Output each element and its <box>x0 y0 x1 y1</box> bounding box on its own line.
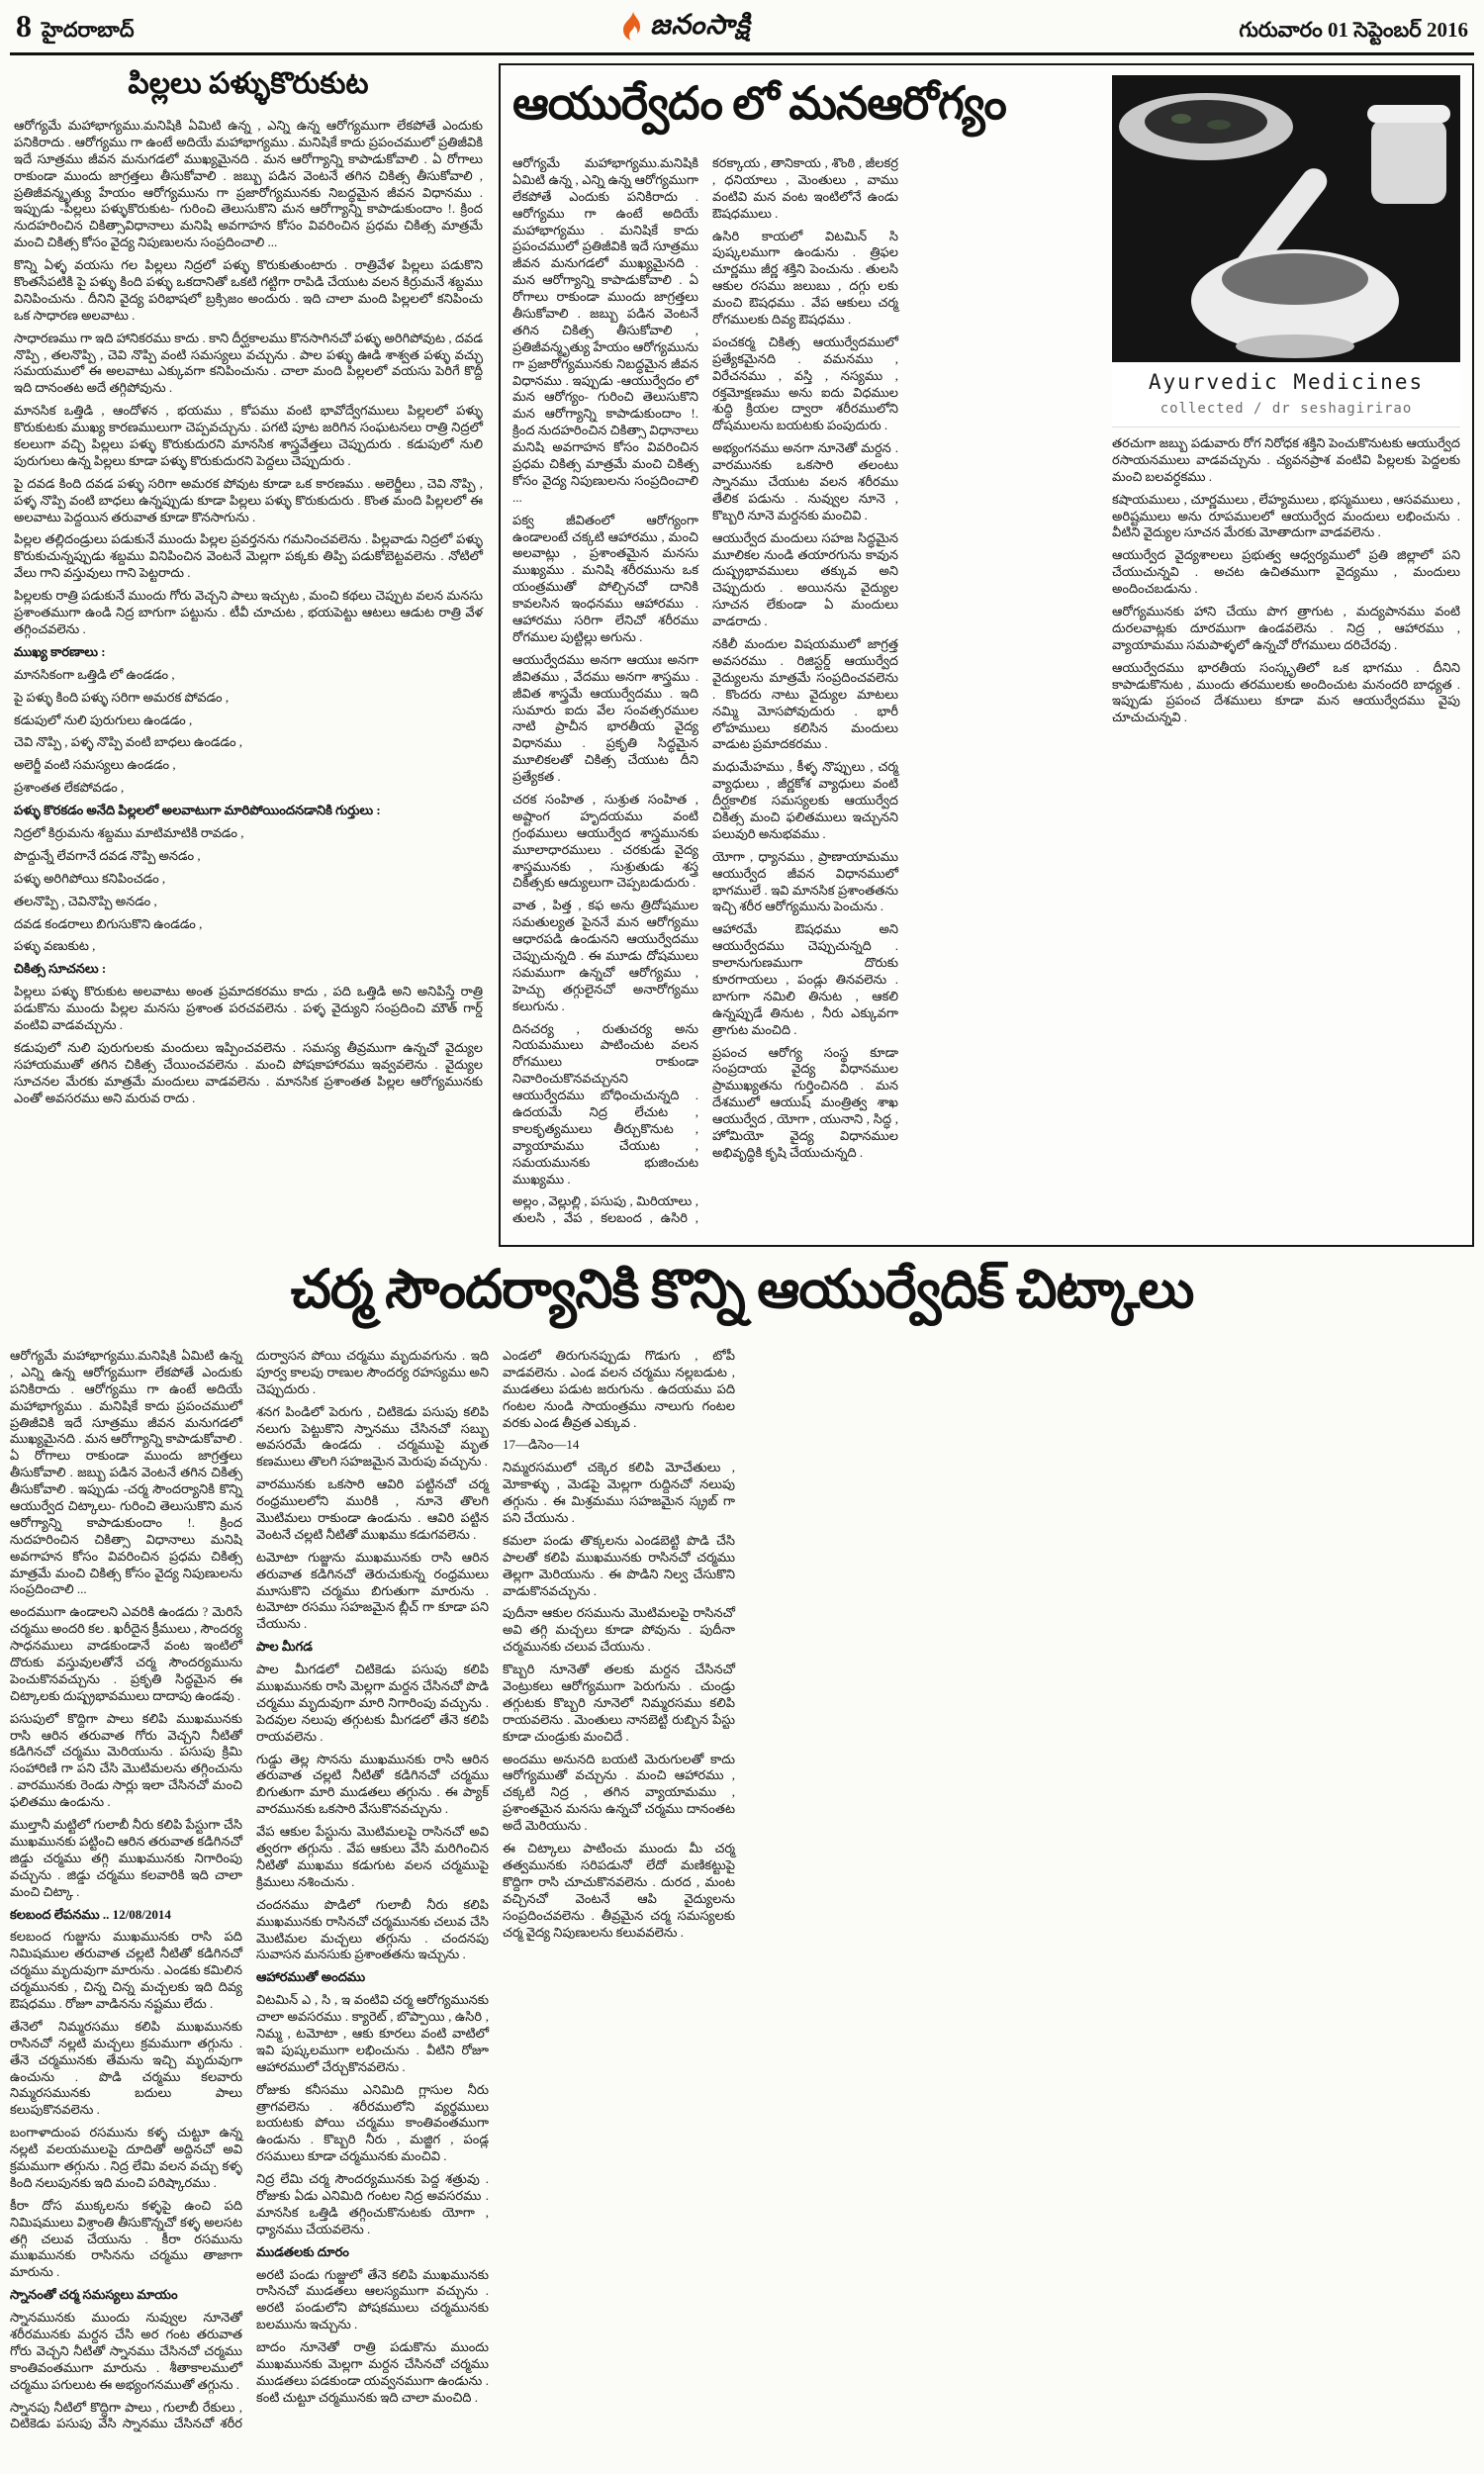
teeth-paragraph: నిద్రలో కిర్రుమను శబ్దము మాటిమాటికి రావడం , <box>14 824 244 840</box>
teeth-paragraph: పై దవడ కింది దవడ పళ్ళు సరిగా అమరక పోవుట కూడా ఒక కారణము . అలెర్జీలు , చెవి నొప్పి , పళ్ళ నొప్పి వంటి బాధలు ఉన్నప్పుడు కూడా పిల్లలు పళ్ళు కొరుకుదురు . కొంత మంది పిల్లలలో ఈ అలవాటు పెద్దయిన తరువాత కూడా కొనసాగును . <box>14 475 483 524</box>
ayurveda-right-column <box>1112 75 1460 1235</box>
ayurveda-paragraph: వాత , పిత్త , కఫ అను త్రిదోషముల సమతుల్యత పైననే మన ఆరోగ్యము ఆధారపడి ఉండునని ఆయుర్వేదము చెప్పుచున్నది . ఈ మూడు దోషములు సమముగా ఉన్నచో ఆరోగ్యము , హెచ్చు తగ్గులైనచో అనారోగ్యము కలుగును . <box>512 898 698 1013</box>
teeth-paragraph: పిల్లల తల్లిదండ్రులు పడుకునే ముందు పిల్లల ప్రవర్తనను గమనించవలెను . పిల్లవాడు నిద్రలో పళ్ళు కొరుకుచున్నప్పుడు శబ్దము వినిపించిన వెంటనే మెల్లగా పక్కకు తిప్పి పడుకోబెట్టవలెను . నోటిలో వేలు గాని వస్తువులు గాని పెట్టరాదు . <box>14 531 483 581</box>
ayurveda-paragraph: నకిలీ మందుల విషయములో జాగ్రత్త అవసరము . రిజిస్టర్డ్ ఆయుర్వేద వైద్యులను మాత్రమే సంప్రదించవలెను . కొందరు నాటు వైద్యుల మాటలు నమ్మి మోసపోవుదురు . భారీ లోహములు కలిసిన మందులు వాడుట ప్రమాదకరము . <box>712 636 898 752</box>
masthead-title: జనంసాక్షి <box>650 10 751 41</box>
teeth-paragraph: మానసిక ఒత్తిడి , ఆందోళన , భయము , కోపము వంటి భావోద్వేగములు పిల్లలలో పళ్ళు కొరుకుటకు ముఖ్య కారణములుగా చెప్పవచ్చును . పగటి పూట జరిగిన సంఘటనలు రాత్రి నిద్రలో కలలుగా వచ్చి పిల్లలు పళ్ళు కొరుకుదురని మానసిక శాస్త్రవేత్తలు చెప్పుదురు . కడుపులో నులి పురుగులు ఉన్న పిల్లలు కూడా పళ్ళు కొరుకుదురని పెద్దలు చెప్పుదురు . <box>14 403 483 468</box>
ayurveda-paragraph: పంచకర్మ చికిత్స ఆయుర్వేదములో ప్రత్యేకమైనది . వమనము , విరేచనము , వస్తి , నస్యము , రక్తమోక్షణము అను ఐదు విధముల శుద్ధి క్రియల ద్వారా శరీరములోని దోషములను బయటకు పంపుదురు . <box>712 333 898 433</box>
header-left <box>16 10 135 48</box>
skin-paragraph: కీరా దోస ముక్కలను కళ్ళపై ఉంచి పది నిమిషములు విశ్రాంతి తీసుకొన్నచో కళ్ళ అలసట తగ్గి చలువ చేయును . కీరా రసమును ముఖమునకు రాసినను చర్మము తాజాగా మారును . <box>10 2197 242 2280</box>
skin-paragraph: గుడ్డు తెల్ల సొనను ముఖమునకు రాసి ఆరిన తరువాత చల్లటి నీటితో కడిగినచో చర్మము బిగుతుగా మారి ముడతలు తగ్గును . ఈ ప్యాక్ వారమునకు ఒకసారి వేసుకొనవచ్చును . <box>256 1751 489 1817</box>
teeth-paragraph: పిల్లలకు రాత్రి పడుకునే ముందు గోరు వెచ్చని పాలు ఇచ్చుట , మంచి కథలు చెప్పుట వలన మనసు ప్రశాంతముగా ఉండి నిద్ర బాగుగా పట్టును . టీవీ చూచుట , భయపెట్టు ఆటలు ఆడుట రాత్రి వేళ తగ్గించవలెను . <box>14 588 483 636</box>
skin-paragraph: స్నానమునకు ముందు నువ్వుల నూనెతో శరీరమునకు మర్దన చేసి అర గంట తరువాత గోరు వెచ్చని నీటితో స్నానము చేసినచో చర్మము కాంతివంతముగా మారును . శీతాకాలములో చర్మము పగులుట ఈ అభ్యంగనముతో తగ్గును . <box>10 2310 242 2392</box>
article-ayurveda-health <box>499 63 1474 1247</box>
skin-paragraph: కొబ్బరి నూనెతో తలకు మర్దన చేసినచో వెంట్రుకలు ఆరోగ్యముగా పెరుగును . చుండ్రు తగ్గుటకు కొబ్బరి నూనెలో నిమ్మరసము కలిపి రాయవలెను . మెంతులు నానబెట్టి రుబ్బిన పేస్టు కూడా చుండ్రుకు మంచిదే . <box>503 1662 735 1744</box>
ayurveda-paragraph: అభ్యంగనము అనగా నూనెతో మర్దన . వారమునకు ఒకసారి తలంటు స్నానము చేయుట వలన శరీరము తేలిక పడును . నువ్వుల నూనె , కొబ్బరి నూనె మర్దనకు మంచివి . <box>712 440 898 523</box>
teeth-paragraph: పళ్ళు కొరకడం అనేది పిల్లలలో అలవాటుగా మారిపోయిందనడానికి గుర్తులు : <box>14 803 381 818</box>
skin-paragraph: తేనెలో నిమ్మరసము కలిపి ముఖమునకు రాసినచో నల్లటి మచ్చలు క్రమముగా తగ్గును . తేనె చర్మమునకు తేమను ఇచ్చి మృదువుగా ఉంచును . పొడి చర్మము కలవారు నిమ్మరసమునకు బదులు పాలు కలుపుకొనవలెను . <box>10 2018 242 2118</box>
ayurveda-paragraph: ఆరోగ్యమే మహాభాగ్యము.మనిషికి ఏమిటి ఉన్న , ఎన్ని ఉన్న ఆరోగ్యముగా లేకపోతే ఎందుకు పనికిరాదు . ఆరోగ్యము గా ఉంటే అదియే మహాభాగ్యము . మనిషికే కాదు ప్రపంచములో ప్రతిజీవికి ఇదే సూత్రము జీవన మనుగడలో ముఖ్యమైనది . మన ఆరోగ్యాన్ని కాపాడుకోవాలి . ఏ రోగాలు రాకుండా ముందు జాగ్రత్తలు తీసుకోవాలి . జబ్బు పడిన వెంటనే తగిన చికిత్స తీసుకోవాలి , ప్రతిజీవన్మృత్యు హేయం ఆరోగ్యమును గా ప్రజారోగ్యమునకు నిబద్ధమైన జీవన విధానము . ఇప్పుడు -ఆయుర్వేదం లో మన ఆరోగ్యం- గురించి తెలుసుకొని మన ఆరోగ్యాన్ని కాపాడుకుందాం !. క్రింద నుదహరించిన చికిత్సా విధానాలు మనిషి అవగాహన కోసం వివరించిన ప్రధమ చికిత్స మాత్రమే మంచి చికిత్స కోసం వైద్య నిపుణులను సంప్రదించాలి ... <box>512 155 698 505</box>
ayurveda-paragraph: ఆయుర్వేద మందులు సహజ సిద్ధమైన మూలికల నుండి తయారగును కావున దుష్ప్రభావములు తక్కువ అని చెప్పుదురు . అయినను వైద్యుల సూచన లేకుండా ఏ మందులు వాడరాదు . <box>712 529 898 629</box>
article-skin-headline: చర్మ సౌందర్యానికి కొన్ని ఆయుర్వేదిక్ చిట్కాలు <box>290 1260 1194 1319</box>
skin-paragraph: కమలా పండు తొక్కలను ఎండబెట్టి పొడి చేసి పాలతో కలిపి ముఖమునకు రాసినచో చర్మము తెల్లగా మెరియును . ఈ పొడిని నిల్వ చేసుకొని వాడుకొనవచ్చును . <box>503 1532 735 1598</box>
ayurveda-text-area <box>512 75 1098 1235</box>
ayurveda-paragraph: ప్రపంచ ఆరోగ్య సంస్థ కూడా సంప్రదాయ వైద్య విధానముల ప్రాముఖ్యతను గుర్తించినది . మన దేశములో ఆయుష్ మంత్రిత్వ శాఖ ఆయుర్వేద , యోగా , యునాని , సిద్ధ , హోమియో వైద్య విధానముల అభివృద్ధికి కృషి చేయుచున్నది . <box>712 1044 898 1160</box>
skin-paragraph: నిమ్మరసములో చక్కెర కలిపి మోచేతులు , మోకాళ్ళు , మెడపై మెల్లగా రుద్దినచో నలుపు తగ్గును . ఈ మిశ్రమము సహజమైన స్క్రబ్ గా పని చేయును . <box>503 1460 735 1526</box>
ayurveda-paragraph: ఆయుర్వేదము భారతీయ సంస్కృతిలో ఒక భాగము . దీనిని కాపాడుకొనుట , ముందు తరములకు అందించుట మనందరి బాధ్యత . ఇప్పుడు ప్రపంచ దేశములు కూడా మన ఆయుర్వేదము వైపు చూచుచున్నవి . <box>1112 659 1460 725</box>
teeth-paragraph: చెవి నొప్పి , పళ్ళ నొప్పి వంటి బాధలు ఉండడం , <box>14 734 243 750</box>
skin-paragraph: వారమునకు ఒకసారి ఆవిరి పట్టినచో చర్మ రంధ్రములలోని మురికి , నూనె తొలగి మొటిమలు రాకుండా ఉండును . ఆవిరి పట్టిన వెంటనే చల్లటి నీటితో ముఖము కడుగవలెను . <box>256 1476 489 1542</box>
ayurveda-paragraph: ఉసిరి కాయలో విటమిన్ సి పుష్కలముగా ఉండును . త్రిఫల చూర్ణము జీర్ణ శక్తిని పెంచును . తులసి ఆకుల రసము జలుబు , దగ్గు లకు మంచి ఔషధము . వేప ఆకులు చర్మ రోగములకు దివ్య ఔషధము . <box>712 228 898 328</box>
teeth-paragraph: ముఖ్య కారణాలు : <box>14 643 106 659</box>
skin-paragraph: అందము అనునది బయటి మెరుగులతో కాదు ఆరోగ్యముతో వచ్చును . మంచి ఆహారము , చక్కటి నిద్ర , తగిన వ్యాయామము , ప్రశాంతమైన మనసు ఉన్నచో చర్మము దానంతట అదే మెరియును . <box>503 1751 735 1834</box>
flame-icon <box>622 12 644 47</box>
teeth-paragraph: ప్రశాంతత లేకపోవడం , <box>14 780 125 796</box>
top-row <box>10 63 1474 1247</box>
article-teeth-body <box>14 118 483 1106</box>
skin-paragraph: ఆహారముతో అందము <box>256 1969 366 1985</box>
skin-paragraph: ఈ చిట్కాలు పాటించు ముందు మీ చర్మ తత్వమునకు సరిపడునో లేదో మణికట్టుపై కొద్దిగా రాసి చూచుకొనవలెను . దురద , మంట వచ్చినచో వెంటనే ఆపి వైద్యులను సంప్రదించవలెను . తీవ్రమైన చర్మ సమస్యలకు చర్మ వైద్య నిపుణులను కలువవలెను . <box>503 1841 735 1940</box>
skin-paragraph: వేప ఆకుల పేస్టును మొటిమలపై రాసినచో అవి త్వరగా తగ్గును . వేప ఆకులు వేసి మరిగించిన నీటితో ముఖము కడుగుట వలన చర్మముపై క్రిములు నశించును . <box>256 1824 489 1889</box>
skin-paragraph: శనగ పిండిలో పెరుగు , చిటికెడు పసుపు కలిపి నలుగు పెట్టుకొని స్నానము చేసినచో సబ్బు అవసరమే ఉండదు . చర్మముపై మృత కణములు తొలగి సహజమైన మెరుపు వచ్చును . <box>256 1403 489 1470</box>
teeth-paragraph: సాధారణము గా ఇది హానికరము కాదు . కాని దీర్ఘకాలము కొనసాగినచో పళ్ళు అరిగిపోవుట , దవడ నొప్పి , తలనొప్పి , చెవి నొప్పి వంటి సమస్యలు వచ్చును . పాల పళ్ళు ఊడి శాశ్వత పళ్ళు వచ్చు సమయములో ఈ అలవాటు ఎక్కువగా కనిపించును . చాలా మంది పిల్లలలో వయసు పెరిగే కొద్దీ ఇది దానంతట అదే తగ్గిపోవును . <box>14 330 483 396</box>
article-ayurveda-headline: ఆయుర్వేదం లో మనఆరోగ్యం <box>512 78 1006 129</box>
skin-paragraph: కలబంద లేపనము .. 12/08/2014 <box>10 1906 171 1922</box>
teeth-paragraph: ఆరోగ్యమే మహాభాగ్యము.మనిషికి ఏమిటి ఉన్న , ఎన్ని ఉన్న ఆరోగ్యముగా లేకపోతే ఎందుకు పనికిరాదు . ఆరోగ్యము గా ఉంటే అదియే మహాభాగ్యము . మనిషికే కాదు ప్రపంచములో ప్రతిజీవికి ఇదే సూత్రము జీవన మనుగడలో ముఖ్యమైనది . మన ఆరోగ్యాన్ని కాపాడుకోవాలి . ఏ రోగాలు రాకుండా ముందు జాగ్రత్తలు తీసుకోవాలి . జబ్బు పడిన వెంటనే తగిన చికిత్స తీసుకోవాలి , ప్రతిజీవన్మృత్యు హేయం ఆరోగ్యమును గా ప్రజారోగ్యమునకు నిబద్ధమైన జీవన విధానము . ఇప్పుడు -పిల్లలు పళ్ళుకొరుకుట- గురించి తెలుసుకొని మన ఆరోగ్యాన్ని కాపాడుకుందాం !. క్రింద నుదహరించిన చికిత్సావిధానాలు మనిషి అవగాహన కోసం వివరించిన ప్రధమ చికిత్స మాత్రమే మంచి చికిత్స కోసం వైద్య నిపుణులను సంప్రదించాలి ... <box>14 118 483 250</box>
skin-paragraph: రోజుకు కనీసము ఎనిమిది గ్లాసుల నీరు త్రాగవలెను . శరీరములోని వ్యర్థములు బయటకు పోయి చర్మము కాంతివంతముగా ఉండును . కొబ్బరి నీరు , మజ్జిగ , పండ్ల రసములు కూడా చర్మమునకు మంచివి . <box>256 2081 489 2164</box>
teeth-paragraph: మానసికంగా ఒత్తిడి లో ఉండడం , <box>14 666 175 682</box>
skin-paragraph: ఎండలో తిరుగునప్పుడు గొడుగు , టోపీ వాడవలెను . ఎండ వలన చర్మము నల్లబడుట , ముడతలు పడుట జరుగును . ఉదయము పది గంటల నుండి సాయంత్రము నాలుగు గంటల వరకు ఎండ తీవ్రత ఎక్కువ . <box>503 1348 735 1430</box>
photo-caption <box>1112 362 1460 428</box>
skin-paragraph: కలబంద గుజ్జును ముఖమునకు రాసి పది నిమిషముల తరువాత చల్లటి నీటితో కడిగినచో చర్మము మృదువుగా మారును . ఎండకు కమిలిన చర్మమునకు , చిన్న చిన్న మచ్చలకు ఇది దివ్య ఔషధము . రోజూ వాడినను నష్టము లేదు . <box>10 1929 242 2011</box>
teeth-paragraph: పిల్లలు పళ్ళు కొరుకుట అలవాటు అంత ప్రమాదకరము కాదు , పది ఒత్తిడి అని అనిపిస్తే రాత్రి పడుకొను ముందు పిల్లల మనసు ప్రశాంత పరచవలెను . పళ్ళ వైద్యుని సంప్రదించి మౌత్ గార్డ్ వంటివి వాడవచ్చును . <box>14 984 483 1032</box>
skin-paragraph: బంగాళాదుంప రసమును కళ్ళ చుట్టూ ఉన్న నల్లటి వలయములపై దూదితో అద్దినచో అవి క్రమముగా తగ్గును . నిద్ర లేమి వలన వచ్చు కళ్ళ కింది నలుపునకు ఇది మంచి పరిష్కారము . <box>10 2125 242 2190</box>
ayurveda-paragraph: ఆయుర్వేద వైద్యశాలలు ప్రభుత్వ ఆధ్వర్యములో ప్రతి జిల్లాలో పని చేయుచున్నవి . అచట ఉచితముగా వైద్యము , మందులు అందించబడును . <box>1112 547 1460 597</box>
skin-paragraph: ముల్తానీ మట్టిలో గులాబీ నీరు కలిపి పేస్టుగా చేసి ముఖమునకు పట్టించి ఆరిన తరువాత కడిగినచో జిడ్డు చర్మము తగ్గి ముఖమునకు నిగారింపు వచ్చును . జిడ్డు చర్మము కలవారికి ఇది చాలా మంచి చిట్కా . <box>10 1817 242 1899</box>
ayurveda-columns <box>512 155 1098 1229</box>
teeth-paragraph: అలెర్జీ వంటి సమస్యలు ఉండడం , <box>14 757 176 773</box>
skin-paragraph: 17—డిసెం—14 <box>503 1437 580 1453</box>
skin-paragraph: టమోటా గుజ్జును ముఖమునకు రాసి ఆరిన తరువాత కడిగినచో తెరుచుకున్న రంధ్రములు మూసుకొని చర్మము బిగుతుగా మారును . టమోటా రసము సహజమైన బ్లీచ్ గా కూడా పని చేయును . <box>256 1549 489 1632</box>
article-teeth-grinding <box>10 63 487 1247</box>
skin-paragraph: పుదీనా ఆకుల రసమును మొటిమలపై రాసినచో అవి తగ్గి మచ్చలు కూడా పోవును . పుదీనా చర్మమునకు చలువ చేయును . <box>503 1605 735 1655</box>
ayurveda-paragraph: కషాయములు , చూర్ణములు , లేహ్యములు , భస్మములు , ఆసవములు , అరిష్టములు అను రూపములలో ఆయుర్వేద మందులు లభించును . వీటిని వైద్యుల సూచన మేరకు మోతాదుగా వాడవలెను . <box>1112 491 1460 540</box>
skin-paragraph: విటమిన్ ఎ , సి , ఇ వంటివి చర్మ ఆరోగ్యమునకు చాలా అవసరము . క్యారెట్ , బొప్పాయి , ఉసిరి , నిమ్మ , టమోటా , ఆకు కూరలు వంటి వాటిలో ఇవి పుష్కలముగా లభించును . వీటిని రోజూ ఆహారములో చేర్చుకొనవలెను . <box>256 1992 489 2074</box>
skin-paragraph: చందనము పొడిలో గులాబీ నీరు కలిపి ముఖమునకు రాసినచో చర్మమునకు చలువ చేసి మొటిమల మచ్చలు తగ్గును . చందనపు సువాసన మనసుకు ప్రశాంతతను ఇచ్చును . <box>256 1896 489 1962</box>
ayurveda-paragraph: మధుమేహము , కీళ్ళ నొప్పులు , చర్మ వ్యాధులు , జీర్ణకోశ వ్యాధులు వంటి దీర్ఘకాలిక సమస్యలకు ఆయుర్వేద చికిత్స మంచి ఫలితములు ఇచ్చునని పలువురి అనుభవము . <box>712 759 898 841</box>
ayurveda-paragraph: పక్వ జీవితంలో ఆరోగ్యంగా ఉండాలంటే చక్కటి ఆహారము , మంచి అలవాట్లు , ప్రశాంతమైన మనసు ముఖ్యము . మనిషి శరీరమును ఒక యంత్రముతో పోల్చినచో దానికి కావలసిన ఇంధనము ఆహారము . ఆహారము సరిగా లేనిచో శరీరము రోగముల పుట్టిల్లు అగును . <box>512 512 698 644</box>
teeth-paragraph: కొన్ని ఏళ్ళ వయసు గల పిల్లలు నిద్రలో పళ్ళు కొరుకుతుంటారు . రాత్రివేళ పిల్లలు పడుకొని కొంతసేపటికి పై పళ్ళు కింది పళ్ళు ఒకదానితో ఒకటి గట్టిగా రాపిడి చేయుట వలన కిర్రుమనే శబ్దము వినిపించును . దీనిని వైద్య పరిభాషలో బ్రక్సిజం అందురు . ఇది చాలా మంది పిల్లలలో కనిపించు ఒక సాధారణ అలవాటు . <box>14 257 483 323</box>
skin-paragraph: నిద్ర లేమి చర్మ సౌందర్యమునకు పెద్ద శత్రువు . రోజుకు ఏడు ఎనిమిది గంటల నిద్ర అవసరము . మానసిక ఒత్తిడి తగ్గించుకొనుటకు యోగా , ధ్యానము చేయవలెను . <box>256 2171 489 2236</box>
ayurveda-paragraph: దినచర్య , రుతుచర్య అను నియమములు పాటించుట వలన రోగములు రాకుండా నివారించుకొనవచ్చునని ఆయుర్వేదము బోధించుచున్నది . ఉదయమే నిద్ర లేచుట , కాలకృత్యములు తీర్చుకొనుట , వ్యాయామము చేయుట , సమయమునకు భుజించుట ముఖ్యము . <box>512 1020 698 1187</box>
teeth-paragraph: చికిత్స సూచనలు : <box>14 961 107 977</box>
teeth-paragraph: పళ్ళు అరిగిపోయి కనిపించడం , <box>14 870 166 886</box>
teeth-paragraph: పళ్ళు వణుకుట , <box>14 938 96 954</box>
teeth-paragraph: కడుపులో నులి పురుగులు ఉండడం , <box>14 712 193 727</box>
ayurvedic-medicines-photo <box>1112 75 1460 428</box>
ayurveda-paragraph: ఆహారమే ఔషధము అని ఆయుర్వేదము చెప్పుచున్నది . కాలానుగుణముగా దొరుకు కూరగాయలు , పండ్లు తినవలెను . బాగుగా నమిలి తినుట , ఆకలి ఉన్నప్పుడే తినుట , నీరు ఎక్కువగా త్రాగుట మంచిది . <box>712 921 898 1037</box>
ayurveda-paragraph: చరక సంహిత , సుశ్రుత సంహిత , అష్టాంగ హృదయము వంటి గ్రంథములు ఆయుర్వేద శాస్త్రమునకు మూలాధారములు . చరకుడు వైద్య శాస్త్రమునకు , సుశ్రుతుడు శస్త్ర చికిత్సకు ఆద్యులుగా చెప్పబడుదురు . <box>512 791 698 891</box>
skin-paragraph: పాల మీగడలో చిటికెడు పసుపు కలిపి ముఖమునకు రాసి మెల్లగా మర్దన చేసినచో పొడి చర్మము మృదువుగా మారి నిగారింపు వచ్చును . పెదవుల నలుపు తగ్గుటకు మీగడలో తేనె కలిపి రాయవలెను . <box>256 1662 489 1744</box>
photo-caption-credit: collected / dr seshagirirao <box>1159 401 1413 417</box>
teeth-paragraph: తలనొప్పి , చెవినొప్పి అనడం , <box>14 893 157 908</box>
skin-paragraph: ఆరోగ్యమే మహాభాగ్యము.మనిషికి ఏమిటి ఉన్న , ఎన్ని ఉన్న ఆరోగ్యముగా లేకపోతే ఎందుకు పనికిరాదు . ఆరోగ్యము గా ఉంటే అదియే మహాభాగ్యము . మనిషికే కాదు ప్రపంచములో ప్రతిజీవికి ఇదే సూత్రము జీవన మనుగడలో ముఖ్యమైనది . మన ఆరోగ్యాన్ని కాపాడుకోవాలి . ఏ రోగాలు రాకుండా ముందు జాగ్రత్తలు తీసుకోవాలి . జబ్బు పడిన వెంటనే తగిన చికిత్స తీసుకోవాలి . ఇప్పుడు -చర్మ సౌందర్యానికి కొన్ని ఆయుర్వేద చిట్కాలు- గురించి తెలుసుకొని మన ఆరోగ్యాన్ని కాపాడుకుందాం !. క్రింద నుదహరించిన చికిత్సా విధానాలు మనిషి అవగాహన కోసం వివరించిన ప్రధమ చికిత్స మాత్రమే మంచి చికిత్స కోసం వైద్య నిపుణులను సంప్రదించాలి ... <box>10 1348 242 1597</box>
skin-paragraph: స్నానంతో చర్మ సమస్యలు మాయం <box>10 2287 178 2303</box>
skin-paragraph: అందముగా ఉండాలని ఎవరికి ఉండదు ? మెరిసే చర్మము అందరి కల . ఖరీదైన క్రీములు , సౌందర్య సాధనములు వాడకుండానే వంట ఇంటిలో దొరుకు వస్తువులతోనే చర్మ సౌందర్యమును పెంచుకొనవచ్చును . ప్రకృతి సిద్ధమైన ఈ చిట్కాలకు దుష్ప్రభావములు దాదాపు ఉండవు . <box>10 1604 242 1703</box>
article-teeth-headline: పిల్లలు పళ్ళుకొరుకుట <box>128 67 369 100</box>
masthead <box>622 10 751 48</box>
ayurveda-paragraph: ఆరోగ్యమునకు హాని చేయు పొగ త్రాగుట , మద్యపానము వంటి దురలవాట్లకు దూరముగా ఉండవలెను . నిద్ర , ఆహారము , వ్యాయామము సమపాళ్ళలో ఉన్నచో రోగములు దరిచేరవు . <box>1112 604 1460 652</box>
photo-caption-title: Ayurvedic Medicines <box>1148 370 1425 394</box>
skin-paragraph: ముడతలకు దూరం <box>256 2243 349 2259</box>
skin-paragraph: అరటి పండు గుజ్జులో తేనె కలిపి ముఖమునకు రాసినచో ముడతలు ఆలస్యముగా వచ్చును . అరటి పండులోని పోషకములు చర్మమునకు బలమును ఇచ్చును . <box>256 2266 489 2332</box>
ayurveda-fourth-column <box>1112 435 1460 1186</box>
ayurveda-paragraph: యోగా , ధ్యానము , ప్రాణాయామము ఆయుర్వేద జీవన విధానములో భాగములే . ఇవి మానసిక ప్రశాంతతను ఇచ్చి శరీర ఆరోగ్యమును పెంచును . <box>712 848 898 914</box>
skin-paragraph: పసుపులో కొద్దిగా పాలు కలిపి ముఖమునకు రాసి ఆరిన తరువాత గోరు వెచ్చని నీటితో కడిగినచో చర్మము మెరియును . పసుపు క్రిమి సంహారిణి గా పని చేసి మొటిమలను తగ్గించును . వారమునకు రెండు సార్లు ఇలా చేసినచో మంచి ఫలితము ఉండును . <box>10 1710 242 1810</box>
teeth-paragraph: కడుపులో నులి పురుగులకు మందులు ఇప్పించవలెను . సమస్య తీవ్రముగా ఉన్నచో వైద్యుల సహాయముతో తగిన చికిత్స చేయించవలెను . మంచి పోషకాహారము ఇవ్వవలెను . వైద్యుల సూచనల మేరకు మాత్రమే మందులు వాడవలెను . మానసిక ప్రశాంతత పిల్లల ఆరోగ్యమునకు ఎంతో అవసరము అని మరువ రాదు . <box>14 1039 483 1105</box>
teeth-paragraph: పొద్దున్నే లేవగానే దవడ నొప్పి అనడం , <box>14 847 201 863</box>
ayurveda-paragraph: అల్లం , వెల్లుల్లి , పసుపు , మిరియాలు , తులసి , వేప , కలబంద , ఉసిరి , కరక్కాయ , తానికాయ , శొంఠి , జీలకర్ర , ధనియాలు , మెంతులు , వాము వంటివి మన వంట ఇంటిలోనే ఉండు ఔషధములు . <box>512 155 898 1226</box>
teeth-paragraph: పై పళ్ళు కింది పళ్ళు సరిగా అమరక పోవడం , <box>14 689 230 705</box>
edition-name: హైదరాబాద్ <box>42 18 135 42</box>
ayurveda-paragraph: తరచుగా జబ్బు పడువారు రోగ నిరోధక శక్తిని పెంచుకొనుటకు ఆయుర్వేద రసాయనములు వాడవచ్చును . చ్యవనప్రాశ వంటివి పిల్లలకు పెద్దలకు మంచి బలవర్ధకము . <box>1112 435 1460 484</box>
ayurveda-paragraph: ఆయుర్వేదము అనగా ఆయుః అనగా జీవితము , వేదము అనగా శాస్త్రము . జీవిత శాస్త్రమే ఆయుర్వేదము . ఇది సుమారు ఐదు వేల సంవత్సరముల నాటి ప్రాచీన భారతీయ వైద్య విధానము . ప్రకృతి సిద్ధమైన మూలికలతో చికిత్స చేయుట దీని ప్రత్యేకత . <box>512 651 698 785</box>
skin-paragraph: బాదం నూనెతో రాత్రి పడుకొను ముందు ముఖమునకు మెల్లగా మర్దన చేసినచో చర్మము ముడతలు పడకుండా యవ్వనముగా ఉండును . కంటి చుట్టూ చర్మమునకు ఇది చాలా మంచిది . <box>256 2339 489 2405</box>
mortar-pestle-image <box>1112 75 1460 362</box>
skin-paragraph: స్నానపు నీటిలో కొద్దిగా పాలు , గులాబీ రేకులు , చిటికెడు పసుపు వేసి స్నానము చేసినచో శరీర దుర్వాసన పోయి చర్మము మృదువగును . ఇది పూర్వ కాలపు రాణుల సౌందర్య రహస్యము అని చెప్పుదురు . <box>10 1348 489 2431</box>
skin-columns <box>10 1348 1474 2444</box>
issue-date: గురువారం 01 సెప్టెంబర్ 2016 <box>1239 18 1468 42</box>
page-number: 8 <box>16 8 32 44</box>
teeth-paragraph: దవడ కండరాలు బిగుసుకొని ఉండడం , <box>14 915 203 931</box>
article-skin-beauty <box>10 1259 1474 2444</box>
page-header <box>10 6 1474 55</box>
skin-paragraph: పాల మీగడ <box>256 1639 313 1655</box>
